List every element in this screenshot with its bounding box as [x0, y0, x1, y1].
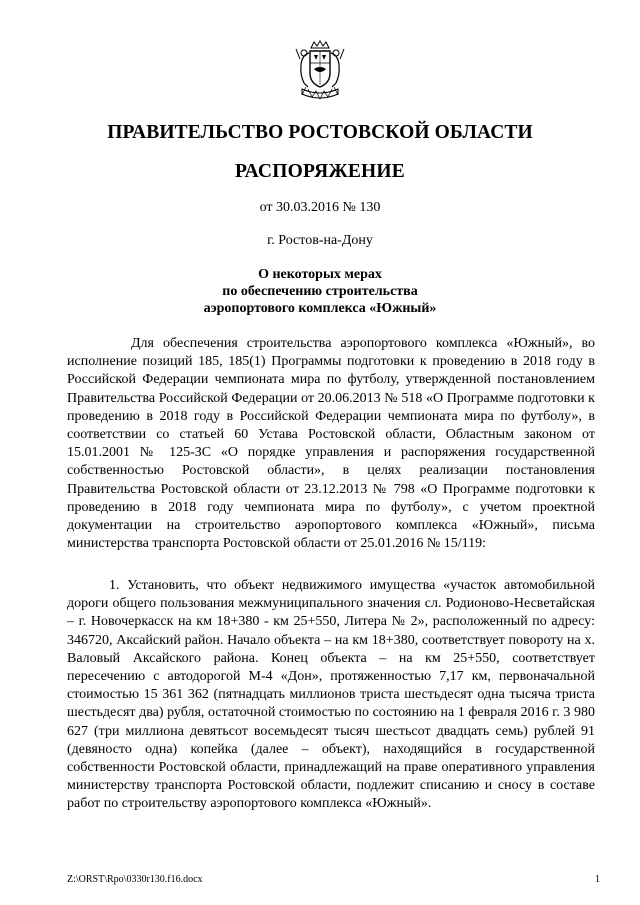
preamble-paragraph [67, 335, 595, 553]
clause-1-paragraph [67, 577, 595, 814]
footer-file-path: Z:\ORST\Rpo\0330r130.f16.docx [67, 874, 203, 885]
subject-line-1: О некоторых мерах [258, 267, 382, 282]
document-date-number: от 30.03.2016 № 130 [259, 200, 381, 215]
document-city: г. Ростов-на-Дону [267, 233, 373, 248]
subject-line-2: по обеспечению строительства [222, 284, 418, 299]
document-subject [0, 266, 640, 317]
coat-of-arms-emblem [294, 39, 346, 104]
preamble-text: Для обеспечения строительства аэропортового комплекса «Южный», во исполнение позиций 185, 185(1) Программы подготовки к проведению в 2018 году в Российской Федерации чемпионата мира по футболу, утвержденной постановлением Правительства Российской Федерации от 20.06.2013 № 518 «О Программе подготовки к проведению в 2018 году в Российской Федерации чемпионата мира по футболу», в соответствии со статьей 60 Устава Ростовской области, Областным законом от 15.01.2001 № 125-ЗС «О порядке управления и распоряжения государственной собственностью Ростовской области», в целях реализации постановления Правительства Ростовской области от 23.12.2013 № 798 «О Программе подготовки к проведению в 2018 году чемпионата мира по футболу», с учетом проектной документации на строительство аэропортового комплекса «Южный», письма министерства транспорта Ростовской области от 25.01.2016 № 15/119: [67, 336, 595, 552]
page-footer [67, 874, 600, 885]
subject-line-3: аэропортового комплекса «Южный» [203, 301, 437, 316]
footer-page-number: 1 [595, 874, 600, 885]
government-title: ПРАВИТЕЛЬСТВО РОСТОВСКОЙ ОБЛАСТИ [107, 122, 533, 143]
document-type-title: РАСПОРЯЖЕНИЕ [235, 161, 405, 182]
clause-1-text: 1. Установить, что объект недвижимого имущества «участок автомобильной дороги общего пользования межмуниципального значения сл. Родионово-Несветайская – г. Новочеркасск на км 18+380 - км 25+550, Литера № 2», расположенный по адресу: 346720, Аксайский район. Начало объекта – на км 18+380, соответствует повороту на х. Валовый Аксайского района. Конец объекта – на км 25+550, соответствует пересечению с автодорогой М-4 «Дон», протяженностью 7,17 км, первоначальной стоимостью 15 361 362 (пятнадцать миллионов триста шестьдесят одна тысяча триста шестьдесят два) рубля, остаточной стоимостью по состоянию на 1 февраля 2016 г. 3 980 627 (три миллиона девятьсот восемьдесят тысяч шестьсот двадцать семь) рублей 91 (девяносто одна) копейка (далее – объект), находящийся в государственной собственности Ростовской области, принадлежащий на праве оперативного управления министерству транспорта Ростовской области, подлежит списанию и сносу в составе работ по строительству аэропортового комплекса «Южный». [67, 578, 595, 812]
